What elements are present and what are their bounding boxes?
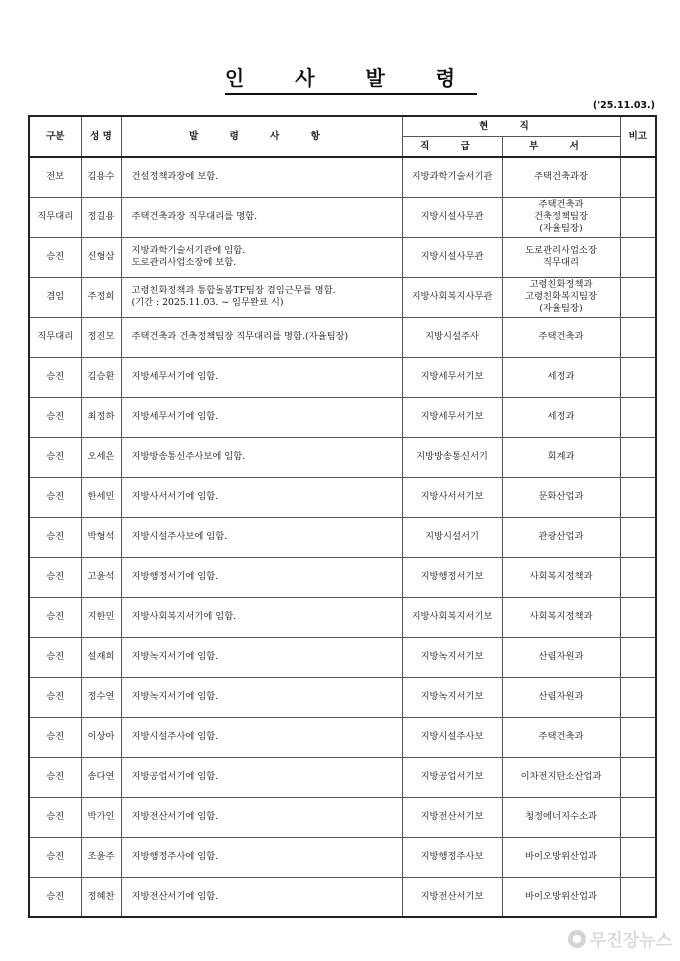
table-row — [29, 877, 656, 917]
cell-appointment-line: 지방사서서기에 임함. — [131, 491, 219, 502]
cell-rank: 지방시설주사 — [402, 317, 502, 357]
cell-note — [620, 397, 656, 437]
cell-department-line: 바이오방위산업과 — [525, 890, 597, 902]
cell-rank: 지방시설서기 — [402, 517, 502, 557]
cell-note — [620, 317, 656, 357]
cell-appointment-line: 지방전산서기에 임함. — [131, 890, 219, 902]
cell-rank: 지방행정주사보 — [402, 837, 502, 877]
cell-department-line: 주택건축과 — [538, 731, 584, 742]
cell-rank: 지방시설사무관 — [402, 237, 502, 277]
table-row — [29, 837, 656, 877]
table-row — [29, 237, 656, 277]
cell-department — [502, 797, 620, 837]
table-row — [29, 637, 656, 677]
document-title: 인 사 발 령 — [0, 62, 680, 91]
cell-department — [502, 357, 620, 397]
cell-appointment — [121, 637, 402, 677]
cell-note — [620, 517, 656, 557]
cell-appointment-line: 지방행정주사에 임함. — [131, 851, 219, 862]
cell-department-line: 세정과 — [547, 371, 575, 382]
table-row — [29, 317, 656, 357]
cell-appointment — [121, 717, 402, 757]
table-row — [29, 797, 656, 837]
cell-appointment-line: 지방사회복지서기에 임함. — [131, 611, 237, 622]
cell-category: 승진 — [29, 357, 81, 397]
cell-name: 신형삼 — [81, 237, 121, 277]
cell-name: 조윤주 — [81, 837, 121, 877]
cell-department-line: 사회복지정책과 — [529, 571, 593, 582]
cell-appointment-line: 지방시설주사보에 임함. — [131, 531, 228, 542]
cell-appointment-line: 주택건축과 건축정책팀장 직무대리를 명함.(자율팀장) — [131, 331, 349, 342]
cell-name: 박가인 — [81, 797, 121, 837]
cell-department — [502, 277, 620, 317]
header-rank: 직 급 — [402, 137, 502, 158]
cell-category: 승진 — [29, 717, 81, 757]
header-department: 부 서 — [502, 137, 620, 158]
cell-department-line: 주택건축과 — [538, 331, 584, 342]
table-row — [29, 157, 656, 197]
cell-note — [620, 237, 656, 277]
cell-category: 승진 — [29, 877, 81, 917]
cell-rank: 지방사회복지서기보 — [402, 597, 502, 637]
cell-appointment — [121, 557, 402, 597]
cell-department — [502, 757, 620, 797]
table-row — [29, 517, 656, 557]
cell-rank: 지방녹지서기보 — [402, 677, 502, 717]
cell-department — [502, 437, 620, 477]
personnel-table — [28, 115, 657, 918]
cell-department-line: 이차전지탄소산업과 — [520, 771, 602, 782]
cell-name: 정혜찬 — [81, 877, 121, 917]
cell-department-line: 사회복지정책과 — [529, 611, 593, 622]
cell-rank: 지방전산서기보 — [402, 797, 502, 837]
cell-appointment — [121, 157, 402, 197]
table-row — [29, 397, 656, 437]
cell-department — [502, 837, 620, 877]
cell-note — [620, 717, 656, 757]
cell-department-line: 건축정책팀장 — [534, 211, 588, 222]
cell-name: 정길용 — [81, 197, 121, 237]
cell-department — [502, 717, 620, 757]
cell-category: 승진 — [29, 837, 81, 877]
header-category: 구분 — [29, 116, 81, 157]
cell-appointment — [121, 677, 402, 717]
cell-name: 송다연 — [81, 757, 121, 797]
cell-appointment — [121, 797, 402, 837]
cell-appointment — [121, 197, 402, 237]
cell-department — [502, 237, 620, 277]
table-row — [29, 437, 656, 477]
cell-note — [620, 837, 656, 877]
cell-appointment-line: 지방과학기술서기관에 임함. — [131, 245, 246, 256]
cell-name: 김용수 — [81, 157, 121, 197]
cell-note — [620, 557, 656, 597]
cell-department — [502, 397, 620, 437]
cell-rank: 지방시설주사보 — [402, 717, 502, 757]
cell-category: 직무대리 — [29, 197, 81, 237]
cell-category: 승진 — [29, 797, 81, 837]
cell-category: 승진 — [29, 437, 81, 477]
cell-appointment — [121, 317, 402, 357]
cell-appointment — [121, 357, 402, 397]
cell-category: 승진 — [29, 517, 81, 557]
cell-department — [502, 557, 620, 597]
cell-appointment-line: 지방세무서기에 임함. — [131, 411, 219, 422]
cell-category: 직무대리 — [29, 317, 81, 357]
cell-department-line: 산림자원과 — [538, 651, 584, 662]
cell-department-line: 고령친화정책과 — [529, 279, 593, 290]
cell-appointment — [121, 757, 402, 797]
cell-name: 정수연 — [81, 677, 121, 717]
cell-department-line: 주택건축과 — [538, 199, 584, 210]
cell-name: 한세민 — [81, 477, 121, 517]
cell-category: 승진 — [29, 477, 81, 517]
cell-category: 승진 — [29, 597, 81, 637]
header-current: 현 직 — [402, 116, 620, 137]
cell-rank: 지방녹지서기보 — [402, 637, 502, 677]
cell-note — [620, 597, 656, 637]
cell-appointment — [121, 597, 402, 637]
cell-name: 주정희 — [81, 277, 121, 317]
cell-rank: 지방방송통신서기 — [402, 437, 502, 477]
cell-category: 승진 — [29, 677, 81, 717]
cell-appointment-line: 지방녹지서기에 임함. — [131, 691, 219, 702]
cell-department — [502, 317, 620, 357]
cell-appointment-line: 지방행정서기에 임함. — [131, 571, 219, 582]
cell-appointment — [121, 277, 402, 317]
cell-department — [502, 877, 620, 917]
cell-note — [620, 797, 656, 837]
cell-appointment — [121, 437, 402, 477]
cell-department-line: (자율팀장) — [539, 223, 583, 234]
cell-rank: 지방행정서기보 — [402, 557, 502, 597]
cell-category: 전보 — [29, 157, 81, 197]
table-row — [29, 477, 656, 517]
cell-appointment-line: 고령친화정책과 통합돌봄TF팀장 겸임근무를 명함. — [131, 285, 336, 296]
cell-note — [620, 477, 656, 517]
cell-category: 승진 — [29, 757, 81, 797]
cell-appointment-line: 지방전산서기에 임함. — [131, 811, 219, 822]
table-row — [29, 557, 656, 597]
cell-rank: 지방과학기술서기관 — [402, 157, 502, 197]
cell-rank: 지방세무서기보 — [402, 357, 502, 397]
cell-department — [502, 477, 620, 517]
cell-department-line: 청정에너지수소과 — [525, 811, 597, 822]
cell-appointment-line: 지방공업서기에 임함. — [131, 771, 219, 782]
header-note: 비고 — [620, 116, 656, 157]
cell-department — [502, 597, 620, 637]
cell-category: 승진 — [29, 557, 81, 597]
watermark-text: 무진장뉴스 — [589, 931, 672, 951]
cell-category: 승진 — [29, 637, 81, 677]
table-row — [29, 757, 656, 797]
cell-name: 김승환 — [81, 357, 121, 397]
cell-note — [620, 677, 656, 717]
cell-category: 겸임 — [29, 277, 81, 317]
cell-note — [620, 157, 656, 197]
cell-department-line: 문화산업과 — [538, 491, 584, 502]
cell-note — [620, 197, 656, 237]
cell-note — [620, 277, 656, 317]
cell-department — [502, 637, 620, 677]
cell-department-line: 관광산업과 — [538, 531, 584, 542]
person-icon: ● — [568, 930, 586, 948]
table-row — [29, 197, 656, 237]
cell-appointment-line: (기간 : 2025.11.03. ~ 임무완료 시) — [131, 297, 284, 308]
cell-note — [620, 757, 656, 797]
cell-appointment-line: 지방시설주사에 임함. — [131, 731, 219, 742]
cell-name: 박형석 — [81, 517, 121, 557]
news-watermark — [568, 926, 672, 951]
cell-name: 최정하 — [81, 397, 121, 437]
cell-department-line: (자율팀장) — [539, 303, 583, 314]
cell-rank: 지방사회복지사무관 — [402, 277, 502, 317]
cell-appointment-line: 주택건축과장 직무대리를 명함. — [131, 211, 258, 222]
cell-department-line: 세정과 — [547, 411, 575, 422]
cell-appointment — [121, 877, 402, 917]
cell-rank: 지방전산서기보 — [402, 877, 502, 917]
cell-appointment-line: 지방세무서기에 임함. — [131, 371, 219, 382]
cell-rank: 지방사서서기보 — [402, 477, 502, 517]
cell-name: 지한민 — [81, 597, 121, 637]
cell-category: 승진 — [29, 237, 81, 277]
table-row — [29, 597, 656, 637]
header-appointment: 발 령 사 항 — [121, 116, 402, 157]
cell-department — [502, 677, 620, 717]
document-date: ('25.11.03.) — [592, 100, 655, 111]
cell-department-line: 바이오방위산업과 — [525, 851, 597, 862]
cell-department — [502, 197, 620, 237]
cell-appointment — [121, 477, 402, 517]
cell-department — [502, 157, 620, 197]
header-name: 성 명 — [81, 116, 121, 157]
cell-appointment — [121, 837, 402, 877]
cell-appointment-line: 지방방송통신주사보에 임함. — [131, 451, 246, 462]
cell-note — [620, 877, 656, 917]
cell-department-line: 고령친화복지팀장 — [525, 291, 597, 302]
table-row — [29, 717, 656, 757]
cell-appointment — [121, 397, 402, 437]
cell-department-line: 산림자원과 — [538, 691, 584, 702]
cell-category: 승진 — [29, 397, 81, 437]
cell-note — [620, 637, 656, 677]
cell-name: 고윤석 — [81, 557, 121, 597]
cell-note — [620, 437, 656, 477]
table-row — [29, 357, 656, 397]
cell-name: 설재희 — [81, 637, 121, 677]
cell-note — [620, 357, 656, 397]
cell-appointment — [121, 237, 402, 277]
cell-department-line: 주택건축과장 — [534, 171, 588, 183]
cell-appointment-line: 건설정책과장에 보함. — [131, 171, 219, 183]
table-row — [29, 277, 656, 317]
cell-rank: 지방세무서기보 — [402, 397, 502, 437]
cell-name: 이상아 — [81, 717, 121, 757]
cell-rank: 지방시설사무관 — [402, 197, 502, 237]
cell-department-line: 도로관리사업소장 — [525, 245, 597, 256]
cell-name: 정진모 — [81, 317, 121, 357]
cell-department-line: 회계과 — [547, 451, 575, 462]
cell-rank: 지방공업서기보 — [402, 757, 502, 797]
cell-appointment-line: 도로관리사업소장에 보함. — [131, 257, 237, 268]
cell-department-line: 직무대리 — [543, 257, 579, 268]
table-row — [29, 677, 656, 717]
cell-appointment — [121, 517, 402, 557]
cell-appointment-line: 지방녹지서기에 임함. — [131, 651, 219, 662]
cell-department — [502, 517, 620, 557]
cell-name: 오세은 — [81, 437, 121, 477]
